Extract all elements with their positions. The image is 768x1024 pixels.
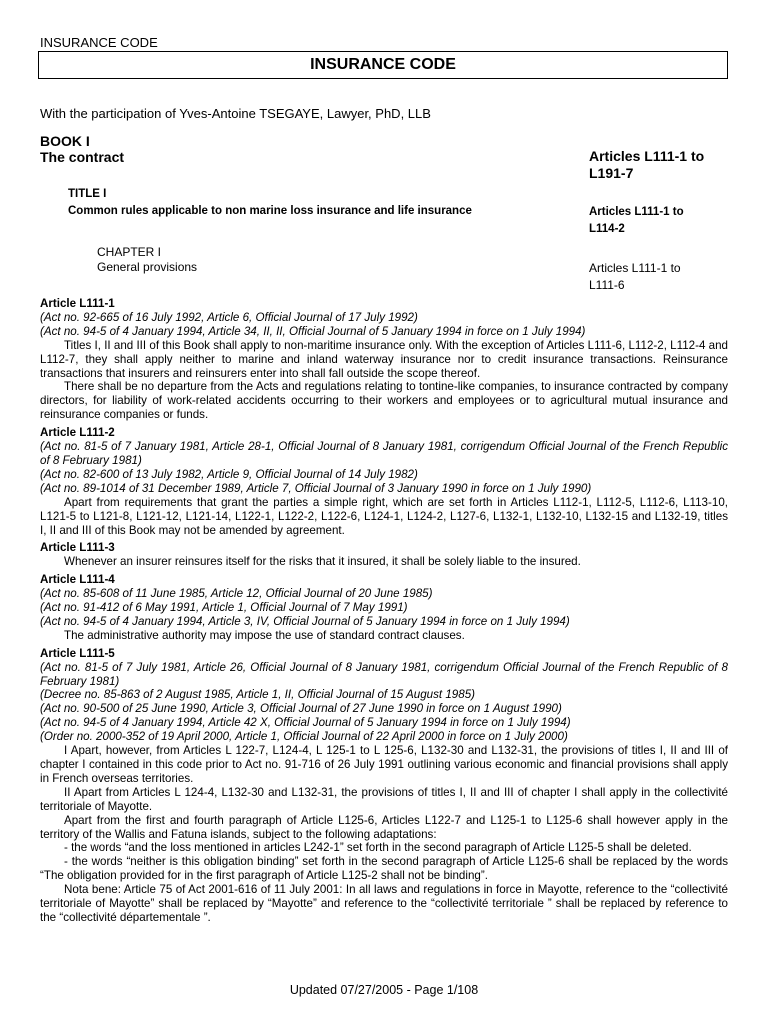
page-footer: Updated 07/27/2005 - Page 1/108 xyxy=(289,983,479,997)
article-reference: (Act no. 82-600 of 13 July 1982, Article 9, Official Journal of 14 July 1982) xyxy=(40,467,418,481)
article-paragraph: Whenever an insurer reinsures itself for the risks that it insured, it shall be solely liable to the insured. xyxy=(64,555,581,569)
article-reference: (Act no. 81-5 of 7 July 1981, Article 26, Official Journal of 8 January 1981, corrigendum Official Journal of the French Republic of 8 February 1981) xyxy=(40,660,728,688)
article-reference: (Decree no. 85-863 of 2 August 1985, Article 1, II, Official Journal of 15 August 1985) xyxy=(40,688,476,702)
chapter-articles-range xyxy=(589,260,729,294)
book-label: BOOK I xyxy=(40,133,90,149)
article-reference: (Order no. 2000-352 of 19 April 2000, Article 1, Official Journal of 22 April 2000 in force on 1 July 2000) xyxy=(40,730,568,744)
chapter-label: CHAPTER I xyxy=(97,245,162,259)
title-label: TITLE I xyxy=(68,188,107,200)
participation-line: With the participation of Yves-Antoine TSEGAYE, Lawyer, PhD, LLB xyxy=(40,106,431,121)
article-paragraph: Apart from requirements that grant the parties a simple right, which are set forth in Articles L112-1, L112-5, L112-6, L113-10, L121-5 to L121-8, L121-12, L121-14, L122-1, L122-2, L122-6, L124-1, L124-2, L127-6, L132-1, L132-10, L132-15 and L132-19, titles I, II and III of this Book may not be amended by agreement. xyxy=(40,495,728,537)
article-paragraph: Apart from the first and fourth paragraph of Article L125-6, Articles L122-7 and L125-1 to L125-6 shall however apply in the territory of the Wallis and Fatuna islands, subject to the following adaptations: xyxy=(40,813,728,841)
article-paragraph: There shall be no departure from the Acts and regulations relating to tontine-like companies, to insurance contracted by company directors, for liability of work-related accidents occurring to their workers and employees or to agricultural mutual insurance and reinsurance companies or funds. xyxy=(40,380,728,422)
book-name: The contract xyxy=(40,149,125,165)
article-reference: (Act no. 91-412 of 6 May 1991, Article 1, Official Journal of 7 May 1991) xyxy=(40,601,408,615)
article-heading: Article L111-3 xyxy=(40,541,115,555)
book-heading xyxy=(40,133,124,165)
title-articles-line-2: L114-2 xyxy=(589,223,625,235)
book-articles-line-1: Articles L111-1 to xyxy=(589,148,705,164)
article-paragraph: Nota bene: Article 75 of Act 2001-616 of 11 July 2001: In all laws and regulations in force in Mayotte, reference to the “collectivité territoriale of Mayotte” shall be replaced by “Mayotte” and reference to the “collectivité territoriale ” shall be replaced by reference to the “collectivité départementale ”. xyxy=(40,883,728,924)
document-title: INSURANCE CODE xyxy=(38,51,728,79)
title-articles-range xyxy=(589,204,729,238)
article-heading: Article L111-1 xyxy=(40,297,115,310)
article-reference: (Act no. 94-5 of 4 January 1994, Article 42 X, Official Journal of 5 January 1994 in force on 1 July 1994) xyxy=(40,716,571,730)
chapter-articles-line-2: L111-6 xyxy=(589,278,625,292)
article-heading: Article L111-4 xyxy=(40,573,115,587)
chapter-description: General provisions xyxy=(97,260,198,274)
article-reference: (Act no. 89-1014 of 31 December 1989, Article 7, Official Journal of 3 January 1990 in force on 1 July 1990) xyxy=(40,481,592,495)
article-reference: (Act no. 90-500 of 25 June 1990, Article 3, Official Journal of 27 June 1990 in force on 1 August 1990) xyxy=(40,702,562,716)
article-paragraph: - the words “and the loss mentioned in articles L242-1” set forth in the second paragraph of Article L125-5 shall be deleted. xyxy=(64,841,692,855)
article-paragraph: II Apart from Articles L 124-4, L132-30 and L132-31, the provisions of titles I, II and III of chapter I shall apply in the collectivité territoriale of Mayotte. xyxy=(40,785,728,813)
title-articles-line-1: Articles L111-1 to xyxy=(589,206,684,218)
article-paragraph: - the words “neither is this obligation binding” set forth in the second paragraph of Article L125-6 shall be replaced by the words “The obligation provided for in the first paragraph of Article L125-2 shall not be binding”. xyxy=(40,855,728,883)
book-articles-range xyxy=(589,148,729,182)
article-reference: (Act no. 92-665 of 16 July 1992, Article 6, Official Journal of 17 July 1992) xyxy=(40,310,418,324)
article-paragraph: I Apart, however, from Articles L 122-7, L124-4, L 125-1 to L 125-6, L132-30 and L132-31, the provisions of titles I, II and III of chapter I contained in this code prior to Act no. 91-716 of 26 July 1991 outlining various economic and financial provisions shall apply in French overseas territories. xyxy=(40,744,728,785)
article-heading: Article L111-2 xyxy=(40,426,115,440)
article-paragraph: The administrative authority may impose the use of standard contract clauses. xyxy=(64,628,465,642)
chapter-articles-line-1: Articles L111-1 to xyxy=(589,261,681,275)
article-heading: Article L111-5 xyxy=(40,646,115,660)
book-articles-line-2: L191-7 xyxy=(589,165,634,181)
article-paragraph: Titles I, II and III of this Book shall apply to non-maritime insurance only. With the exception of Articles L111-6, L112-2, L112-4 and L112-7, they shall apply neither to marine and inland waterway insurance nor to credit insurance transactions. Reinsurance transactions that insurers and reinsurers enter into shall fall outside the scope thereof. xyxy=(40,338,728,380)
running-header: INSURANCE CODE xyxy=(40,35,158,50)
articles-body xyxy=(40,297,728,925)
article-reference: (Act no. 94-5 of 4 January 1994, Article 3, IV, Official Journal of 5 January 1994 in force on 1 July 1994) xyxy=(40,614,570,628)
article-reference: (Act no. 85-608 of 11 June 1985, Article 12, Official Journal of 20 June 1985) xyxy=(40,587,433,601)
article-reference: (Act no. 94-5 of 4 January 1994, Article 34, II, II, Official Journal of 5 January 1994 in force on 1 July 1994) xyxy=(40,324,586,338)
article-reference: (Act no. 81-5 of 7 January 1981, Article 28-1, Official Journal of 8 January 1981, corrigendum Official Journal of the French Republic of 8 February 1981) xyxy=(40,440,728,467)
title-description: Common rules applicable to non marine loss insurance and life insurance xyxy=(68,205,472,217)
